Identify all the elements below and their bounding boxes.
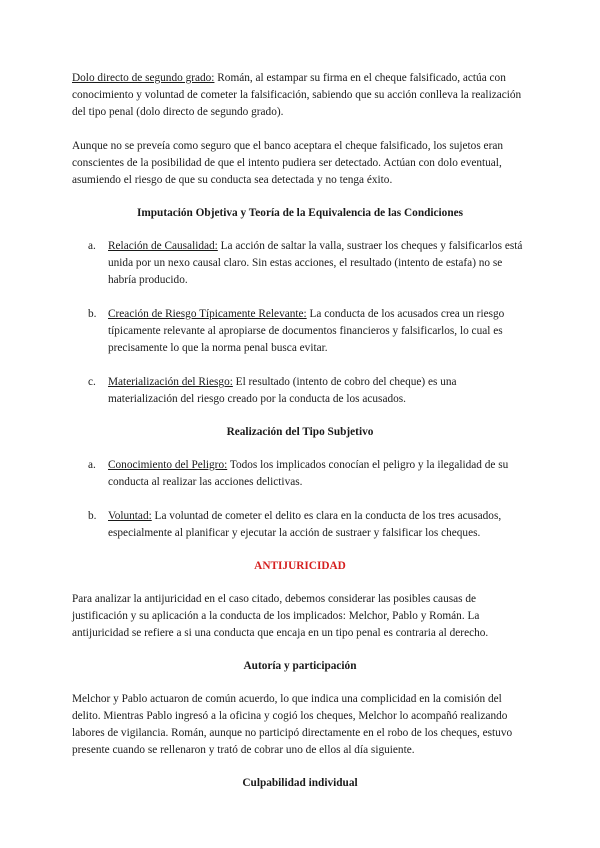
item-text: El resultado (intento de cobro del cheque) es una materialización del riesgo creado por la conducta de los acusados. [108,376,457,405]
item-text: La voluntad de cometer el delito es clara en la conducta de los tres acusados, especialmente al planificar y ejecutar la acción de sustraer y falsificar los cheques. [108,510,502,539]
intro-term: Dolo directo de segundo grado: [72,72,215,84]
item-text: La conducta de los acusados crea un riesgo típicamente relevante al apropiarse de documentos financieros y falsificarlos, lo cual es precisamente lo que la norma penal busca evitar. [108,308,505,354]
list-item [72,457,528,491]
heading-tipo-subjetivo: Realización del Tipo Subjetivo [226,426,374,438]
heading-antijuricidad: ANTIJURICIDAD [254,560,346,572]
list-marker: a. [88,459,96,471]
intro-text: Román, al estampar su firma en el cheque falsificado, actúa con conocimiento y voluntad de cometer la falsificación, sabiendo que su acción conlleva la realización del tipo penal (dolo directo de segundo grado). [72,72,522,118]
list-item [72,374,528,408]
list-tipo-subjetivo [72,457,528,542]
item-text: Todos los implicados conocían el peligro y la ilegalidad de su conducta al realizar las acciones delictivas. [108,459,509,488]
item-term: Conocimiento del Peligro: [108,459,228,471]
intro-paragraph [72,70,528,121]
item-term: Voluntad: [108,510,152,522]
list-marker: a. [88,240,96,252]
heading-autoria: Autoría y participación [243,660,357,672]
item-term: Creación de Riesgo Típicamente Relevante: [108,308,307,320]
dolo-eventual-paragraph: Aunque no se preveía como seguro que el banco aceptara el cheque falsificado, los sujetos eran conscientes de la posibilidad de que el intento pudiera ser detectado. Actúan con dolo eventual, asumiendo el riesgo de que su conducta sea detectada y no tenga éxito. [72,140,503,186]
item-term: Materialización del Riesgo: [108,376,233,388]
list-marker: b. [88,308,97,320]
list-marker: b. [88,510,97,522]
heading-imputacion: Imputación Objetiva y Teoría de la Equivalencia de las Condiciones [136,207,464,219]
item-term: Relación de Causalidad: [108,240,218,252]
item-text: La acción de saltar la valla, sustraer los cheques y falsificarlos está unida por un nexo causal claro. Sin estas acciones, el resultado (intento de estafa) no se habría producido. [108,240,523,286]
list-imputacion [72,238,528,408]
autoria-paragraph: Melchor y Pablo actuaron de común acuerdo, lo que indica una complicidad en la comisión del delito. Mientras Pablo ingresó a la oficina y cogió los cheques, Melchor lo acompañó realizando labores de vigilancia. Román, aunque no participó directamente en el robo de los cheques, estuvo presente cuando se rellenaron y trató de cobrar uno de ellos al día siguiente. [72,693,513,756]
list-item [72,508,528,542]
list-item [72,238,528,289]
list-item [72,306,528,357]
antijuricidad-paragraph: Para analizar la antijuricidad en el caso citado, debemos considerar las posibles causas de justificación y su aplicación a la conducta de los implicados: Melchor, Pablo y Román. La antijuricidad se refiere a si una conducta que encaja en un tipo penal es contraria al derecho. [72,593,489,639]
heading-culpabilidad: Culpabilidad individual [242,777,358,789]
document-page [72,70,528,792]
list-marker: c. [88,376,96,388]
